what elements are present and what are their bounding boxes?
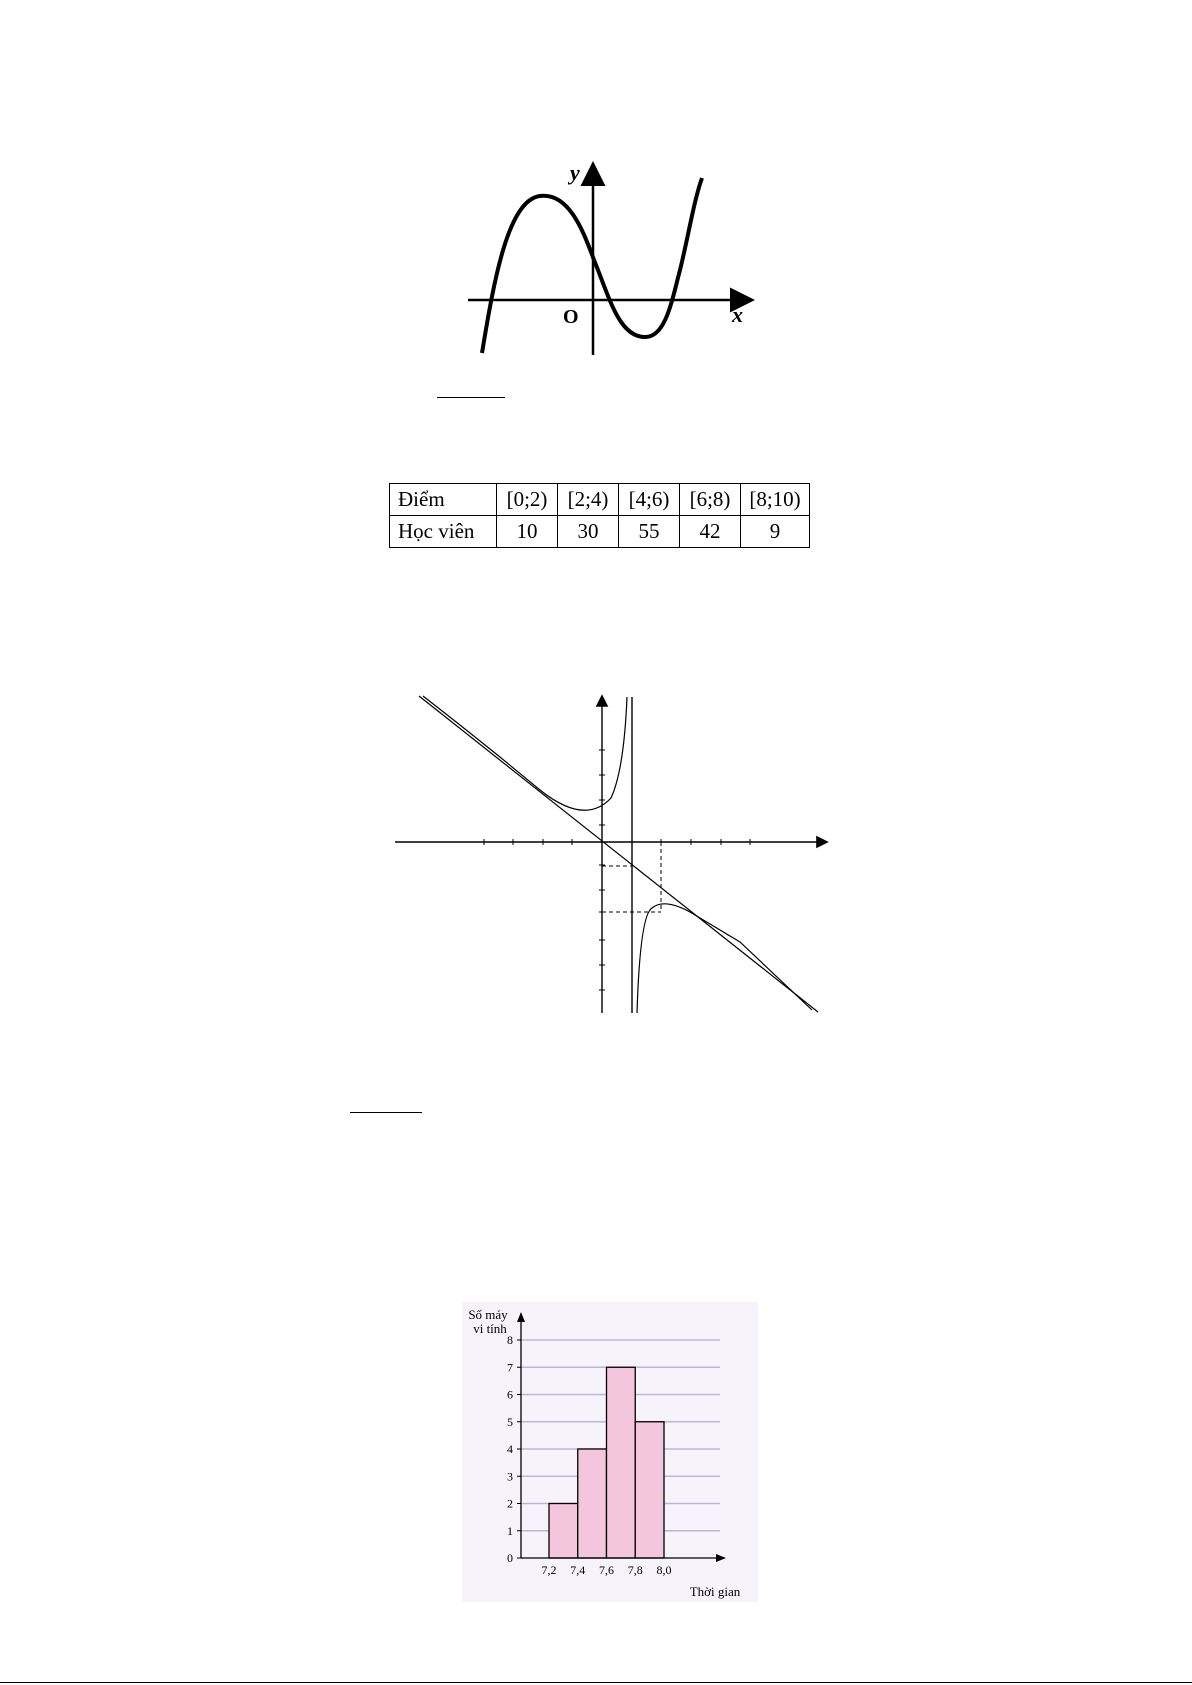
y-tick-label: 5	[507, 1414, 513, 1429]
x-axis-label: Thời gian	[689, 1584, 741, 1599]
underline-mark	[437, 397, 505, 398]
table-cell: 55	[619, 516, 680, 548]
histogram-bar	[578, 1449, 607, 1558]
score-table	[389, 483, 810, 548]
table-header-cell: Học viên	[390, 516, 497, 548]
x-tick-label: 7,4	[570, 1563, 586, 1577]
x-tick-label: 7,6	[599, 1563, 614, 1577]
y-axis-label-line2: vi tính	[473, 1321, 507, 1336]
table-cell: 10	[497, 516, 558, 548]
table-cell: 42	[680, 516, 741, 548]
table-cell: 30	[558, 516, 619, 548]
histogram-bar	[549, 1504, 578, 1559]
left-branch	[423, 696, 627, 810]
footer-rule	[0, 1682, 1192, 1683]
x-tick-label: 7,8	[627, 1563, 643, 1577]
y-axis-label-line1: Số máy	[468, 1307, 508, 1322]
rational-graph	[390, 690, 830, 1015]
cubic-graph	[460, 160, 760, 360]
y-tick-label: 0	[507, 1551, 513, 1565]
underline-mark	[350, 1112, 422, 1113]
table-row	[390, 516, 810, 548]
y-axis-label: y	[570, 160, 580, 185]
x-tick-label: 7,2	[541, 1563, 557, 1577]
table-cell: [4;6)	[619, 484, 680, 516]
x-tick-label: 8,0	[656, 1563, 672, 1577]
y-tick-label: 3	[507, 1469, 513, 1484]
y-tick-label: 2	[507, 1496, 513, 1511]
table-cell: [0;2)	[497, 484, 558, 516]
table-cell: [6;8)	[680, 484, 741, 516]
x-axis-label: x	[732, 302, 743, 327]
y-tick-label: 7	[507, 1360, 513, 1375]
y-tick-label: 4	[507, 1442, 513, 1456]
right-branch	[637, 904, 812, 1013]
histogram	[462, 1302, 758, 1602]
histogram-bar	[607, 1367, 636, 1558]
oblique-asymptote	[419, 696, 818, 1012]
table-row	[390, 484, 810, 516]
histogram-bar	[635, 1422, 664, 1558]
origin-label: O	[563, 306, 579, 328]
table-cell: [2;4)	[558, 484, 619, 516]
table-cell: 9	[741, 516, 810, 548]
y-tick-label: 6	[507, 1387, 513, 1402]
y-tick-label: 1	[507, 1523, 513, 1538]
table-header-cell: Điểm	[390, 484, 497, 516]
table-cell: [8;10)	[741, 484, 810, 516]
y-tick-label: 8	[507, 1333, 513, 1347]
